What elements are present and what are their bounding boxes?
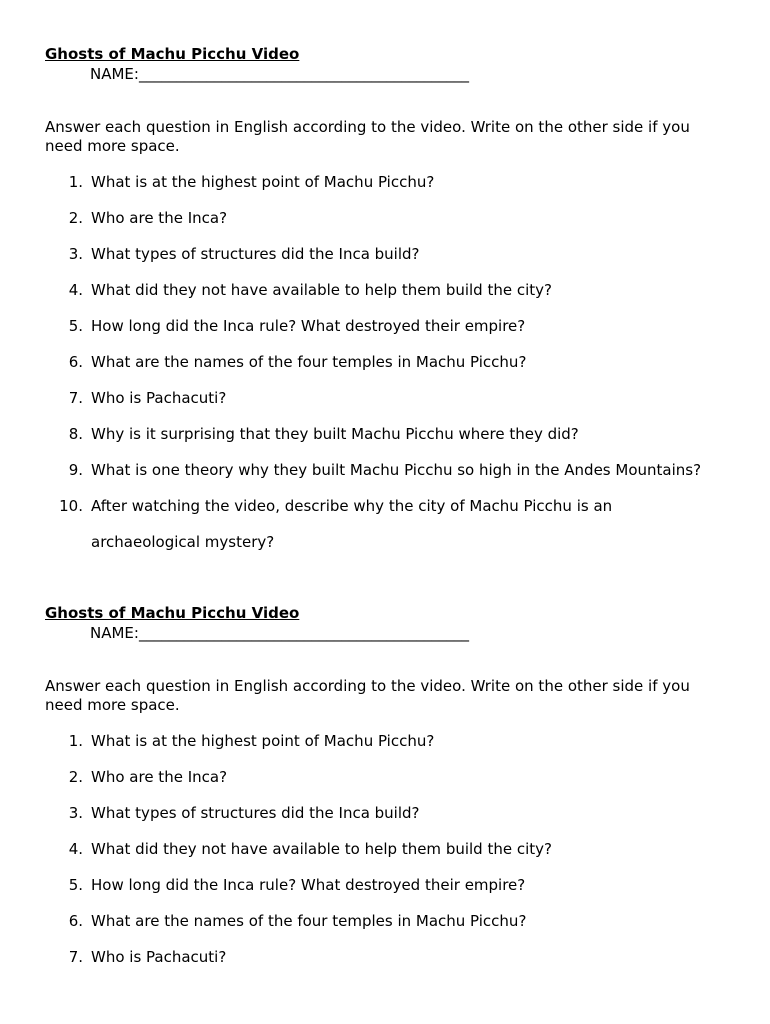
question-text: What is one theory why they built Machu Picchu so high in the Andes Mountains?	[91, 461, 702, 479]
question-text: Who is Pachacuti?	[91, 389, 227, 407]
name-field-label: NAME:____________________________________________	[90, 65, 469, 83]
question-item	[45, 767, 725, 787]
question-number: 6.	[68, 353, 83, 371]
question-item	[45, 172, 725, 192]
question-item	[45, 424, 725, 444]
question-item	[45, 388, 725, 408]
question-number: 1.	[68, 732, 83, 750]
question-number: 3.	[68, 245, 83, 263]
question-number: 8.	[68, 425, 83, 443]
question-text: What is at the highest point of Machu Picchu?	[91, 173, 435, 191]
worksheet-title: Ghosts of Machu Picchu Video	[45, 45, 300, 63]
question-number: 7.	[68, 389, 83, 407]
question-item	[45, 911, 725, 931]
question-item	[45, 947, 725, 967]
question-list	[45, 731, 725, 967]
question-number: 7.	[68, 948, 83, 966]
question-number: 5.	[68, 876, 83, 894]
question-text: What are the names of the four temples in Machu Picchu?	[91, 912, 527, 930]
question-item	[45, 839, 725, 859]
name-field-label: NAME:____________________________________________	[90, 624, 469, 642]
question-number: 1.	[68, 173, 83, 191]
question-item	[45, 244, 725, 264]
question-number: 10.	[59, 497, 83, 515]
question-number: 5.	[68, 317, 83, 335]
question-text: Why is it surprising that they built Machu Picchu where they did?	[91, 425, 579, 443]
question-item	[45, 352, 725, 372]
question-item	[45, 731, 725, 751]
question-item	[45, 280, 725, 300]
question-text: Who are the Inca?	[91, 209, 228, 227]
question-text: What are the names of the four temples in Machu Picchu?	[91, 353, 527, 371]
question-text: How long did the Inca rule? What destroyed their empire?	[91, 317, 526, 335]
question-item	[45, 316, 725, 336]
question-item	[45, 208, 725, 228]
question-text: How long did the Inca rule? What destroyed their empire?	[91, 876, 526, 894]
question-item	[45, 875, 725, 895]
question-number: 2.	[68, 209, 83, 227]
worksheet-1	[45, 44, 725, 576]
question-list	[45, 172, 725, 560]
question-text: What did they not have available to help them build the city?	[91, 281, 552, 299]
question-number: 3.	[68, 804, 83, 822]
question-text: What types of structures did the Inca build?	[91, 245, 420, 263]
question-number: 9.	[68, 461, 83, 479]
question-text: What types of structures did the Inca build?	[91, 804, 420, 822]
question-text: What did they not have available to help them build the city?	[91, 840, 552, 858]
question-number: 4.	[68, 840, 83, 858]
question-item	[45, 803, 725, 823]
worksheet-title: Ghosts of Machu Picchu Video	[45, 604, 300, 622]
question-item	[45, 488, 725, 560]
question-text: What is at the highest point of Machu Picchu?	[91, 732, 435, 750]
question-number: 4.	[68, 281, 83, 299]
instructions-text: Answer each question in English according to the video. Write on the other side if you need more space.	[45, 118, 690, 155]
instructions-text: Answer each question in English according to the video. Write on the other side if you need more space.	[45, 677, 690, 714]
question-text: After watching the video, describe why the city of Machu Picchu is an archaeological mystery?	[91, 497, 613, 551]
question-number: 6.	[68, 912, 83, 930]
question-item	[45, 460, 725, 480]
question-text: Who are the Inca?	[91, 768, 228, 786]
worksheet-2	[45, 603, 725, 983]
question-text: Who is Pachacuti?	[91, 948, 227, 966]
question-number: 2.	[68, 768, 83, 786]
